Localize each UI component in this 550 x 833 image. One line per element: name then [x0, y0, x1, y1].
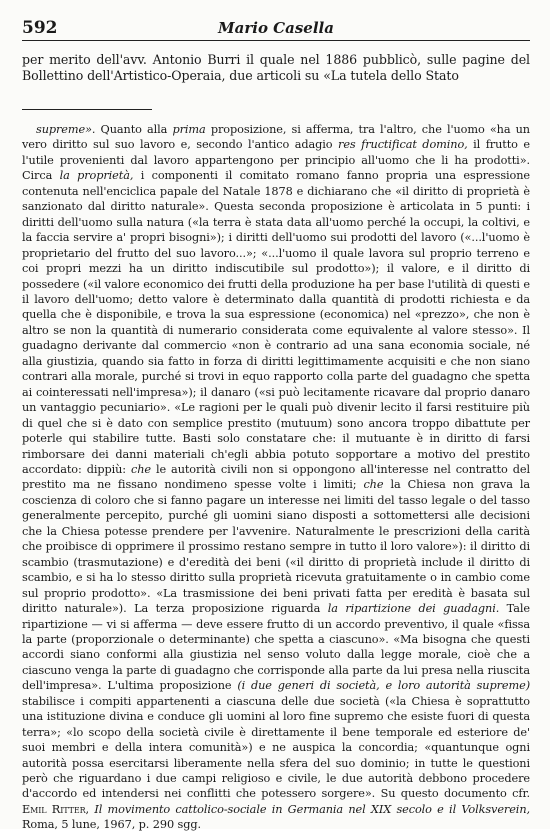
- footnote-text: il frutto e l'utile provenienti dal lavoro appartengono per principio all'uomo che li ha prodotti». Circa: [22, 138, 530, 183]
- citation-title: Il movimento cattolico-sociale in Germania nel XIX secolo e il Volksverein,: [94, 802, 530, 816]
- footnote-text: le autorità civili non si oppongono all'interesse nel contratto del prestito ma ne fissano nondimeno spesse volte i limiti;: [22, 462, 530, 492]
- running-head: [22, 18, 530, 41]
- footnote-rule: [22, 109, 152, 110]
- footnote-text: prima: [172, 123, 206, 136]
- footnote-text: la ripartizione dei guadagni.: [327, 602, 500, 616]
- page-number: 592: [22, 18, 58, 38]
- running-title: Mario Casella: [218, 19, 334, 37]
- footnote-text: che: [363, 478, 384, 492]
- footnote-text: la Chiesa non grava la coscienza di coloro che si fanno pagare un interesse nei limiti del tasso legale o del tasso generalmente percepito, purché gli uomini siano disposti a sottomettersi alle decisioni che la Chiesa potesse prendere per l'avvenire. Naturalmente le prescrizioni della carità che proibisce di opprimere il prossimo restano sempre in tutto il loro valore»): il diritto di scambio (trasmutazione) e d'eredità dei beni («il diritto di proprietà include il diritto di scambio, e si ha lo stesso diritto sulla proprietà ricevuta gratuitamente o in cambio come sul proprio prodotto». «La trasmissione dei beni privati fatta per eredità è basata sul diritto naturale»). La terza proposizione riguarda: [22, 478, 530, 616]
- footnote-text: Tale ripartizione — vi si afferma — deve essere frutto di un accordo preventivo, il quale «fissa la parte (proporzionale o determinante) che spetta a ciascuno». «Ma bisogna che questi accordi siano conformi alla giustizia nel senso voluto dalla legge morale, cioè che a ciascuno venga la parte di guadagno che corrisponde alla parte da lui presa nella riuscita dell'impresa». L'ultima proposizione: [22, 602, 530, 693]
- footnote-text: proposizione, si afferma, tra l'altro, che l'uomo «ha un vero diritto sul suo lavoro e, secondo l'antico adagio: [22, 123, 530, 152]
- footnote-text: la proprietà,: [59, 169, 134, 183]
- footnote-text: Quanto alla: [95, 123, 173, 136]
- footnote-text: stabilisce i compiti appartenenti a ciascuna delle due società («la Chiesa è soprattutto una istituzione divina e conduce gli uomini al loro fine supremo che esiste fuori di questa terra»; «lo scopo della società civile è direttamente il bene temporale ed esteriore de' suoi membri e della intera comunità») e ne auspica la concordia; «quantunque ogni autorità possa esercitarsi liberamente nella sfera del suo dominio; in tutte le questioni però che riguardano i due campi religioso e civile, le due autorità debbono procedere d'accordo ed intendersi nei conflitti che potessero sorgere». Su questo documento cfr.: [22, 694, 530, 801]
- footnote-text: res fructificat domino,: [338, 138, 468, 152]
- footnote-text: supreme».: [36, 123, 96, 136]
- body-paragraph: per merito dell'avv. Antonio Burri il quale nel 1886 pubblicò, sulle pagine del Bollettino dell'Artistico-Operaia, due articoli su «La tutela dello Stato: [22, 52, 530, 83]
- footnote-text: i componenti il comitato romano fanno propria una espressione contenuta nell'enciclica papale del Natale 1878 e dichiarano che «il diritto di proprietà è sanzionato dal diritto naturale». Questa seconda proposizione è articolata in 5 punti: i diritti dell'uomo sulla natura («la terra è stata data all'uomo perché la occupi, la coltivi, e la faccia servire a' propri bisogni»); i diritti dell'uomo sui prodotti del lavoro («...l'uomo è proprietario del frutto del suo lavoro...»; «...l'uomo il quale lavora sul proprio terreno e coi propri mezzi ha un diritto indiscutibile sul prodotto»); il valore, e il diritto di possedere («il valore economico dei frutti della produzione ha per base l'utilità di questi e il lavoro dell'uomo; detto valore è determinato dalla quantità di prodotti richiesta e da quella che è disponibile, e trova la sua espressione (economica) nel «prezzo», che non è altro se non la quantità di numerario considerata come equivalente al valore stesso». Il guadagno derivante dal commercio «non è contrario ad una sana economia sociale, né alla giustizia, quando sia fatto in forza di diritti legittimamente acquisiti e che non siano contrari alla morale, purché si trovi in equo rapporto colla parte del guadagno che spetta ai cointeressati nell'impresa»); il danaro («si può lecitamente ricavare dal proprio danaro un vantaggio pecuniario». «Le ragioni per le quali può divenir lecito il farsi restituire più di quel che si è dato con semplice prestito (mutuum) sono ancora troppo dibattute per poterle qui stabilire tutte. Basti solo constatare che: il mutuante è in diritto di farsi rimborsare dei danni materiali ch'egli abbia potuto sopportare a motivo del prestito accordato: dippiù:: [22, 169, 530, 476]
- footnote-text: che: [130, 462, 151, 476]
- footnote-paragraph: [22, 122, 530, 833]
- footnote-text: Roma, 5 lune, 1967, p. 290 sgg.: [22, 818, 201, 832]
- citation-author: Emil Ritter,: [22, 802, 90, 816]
- footnote-text: (i due generi di società, e loro autorità supreme): [237, 679, 530, 693]
